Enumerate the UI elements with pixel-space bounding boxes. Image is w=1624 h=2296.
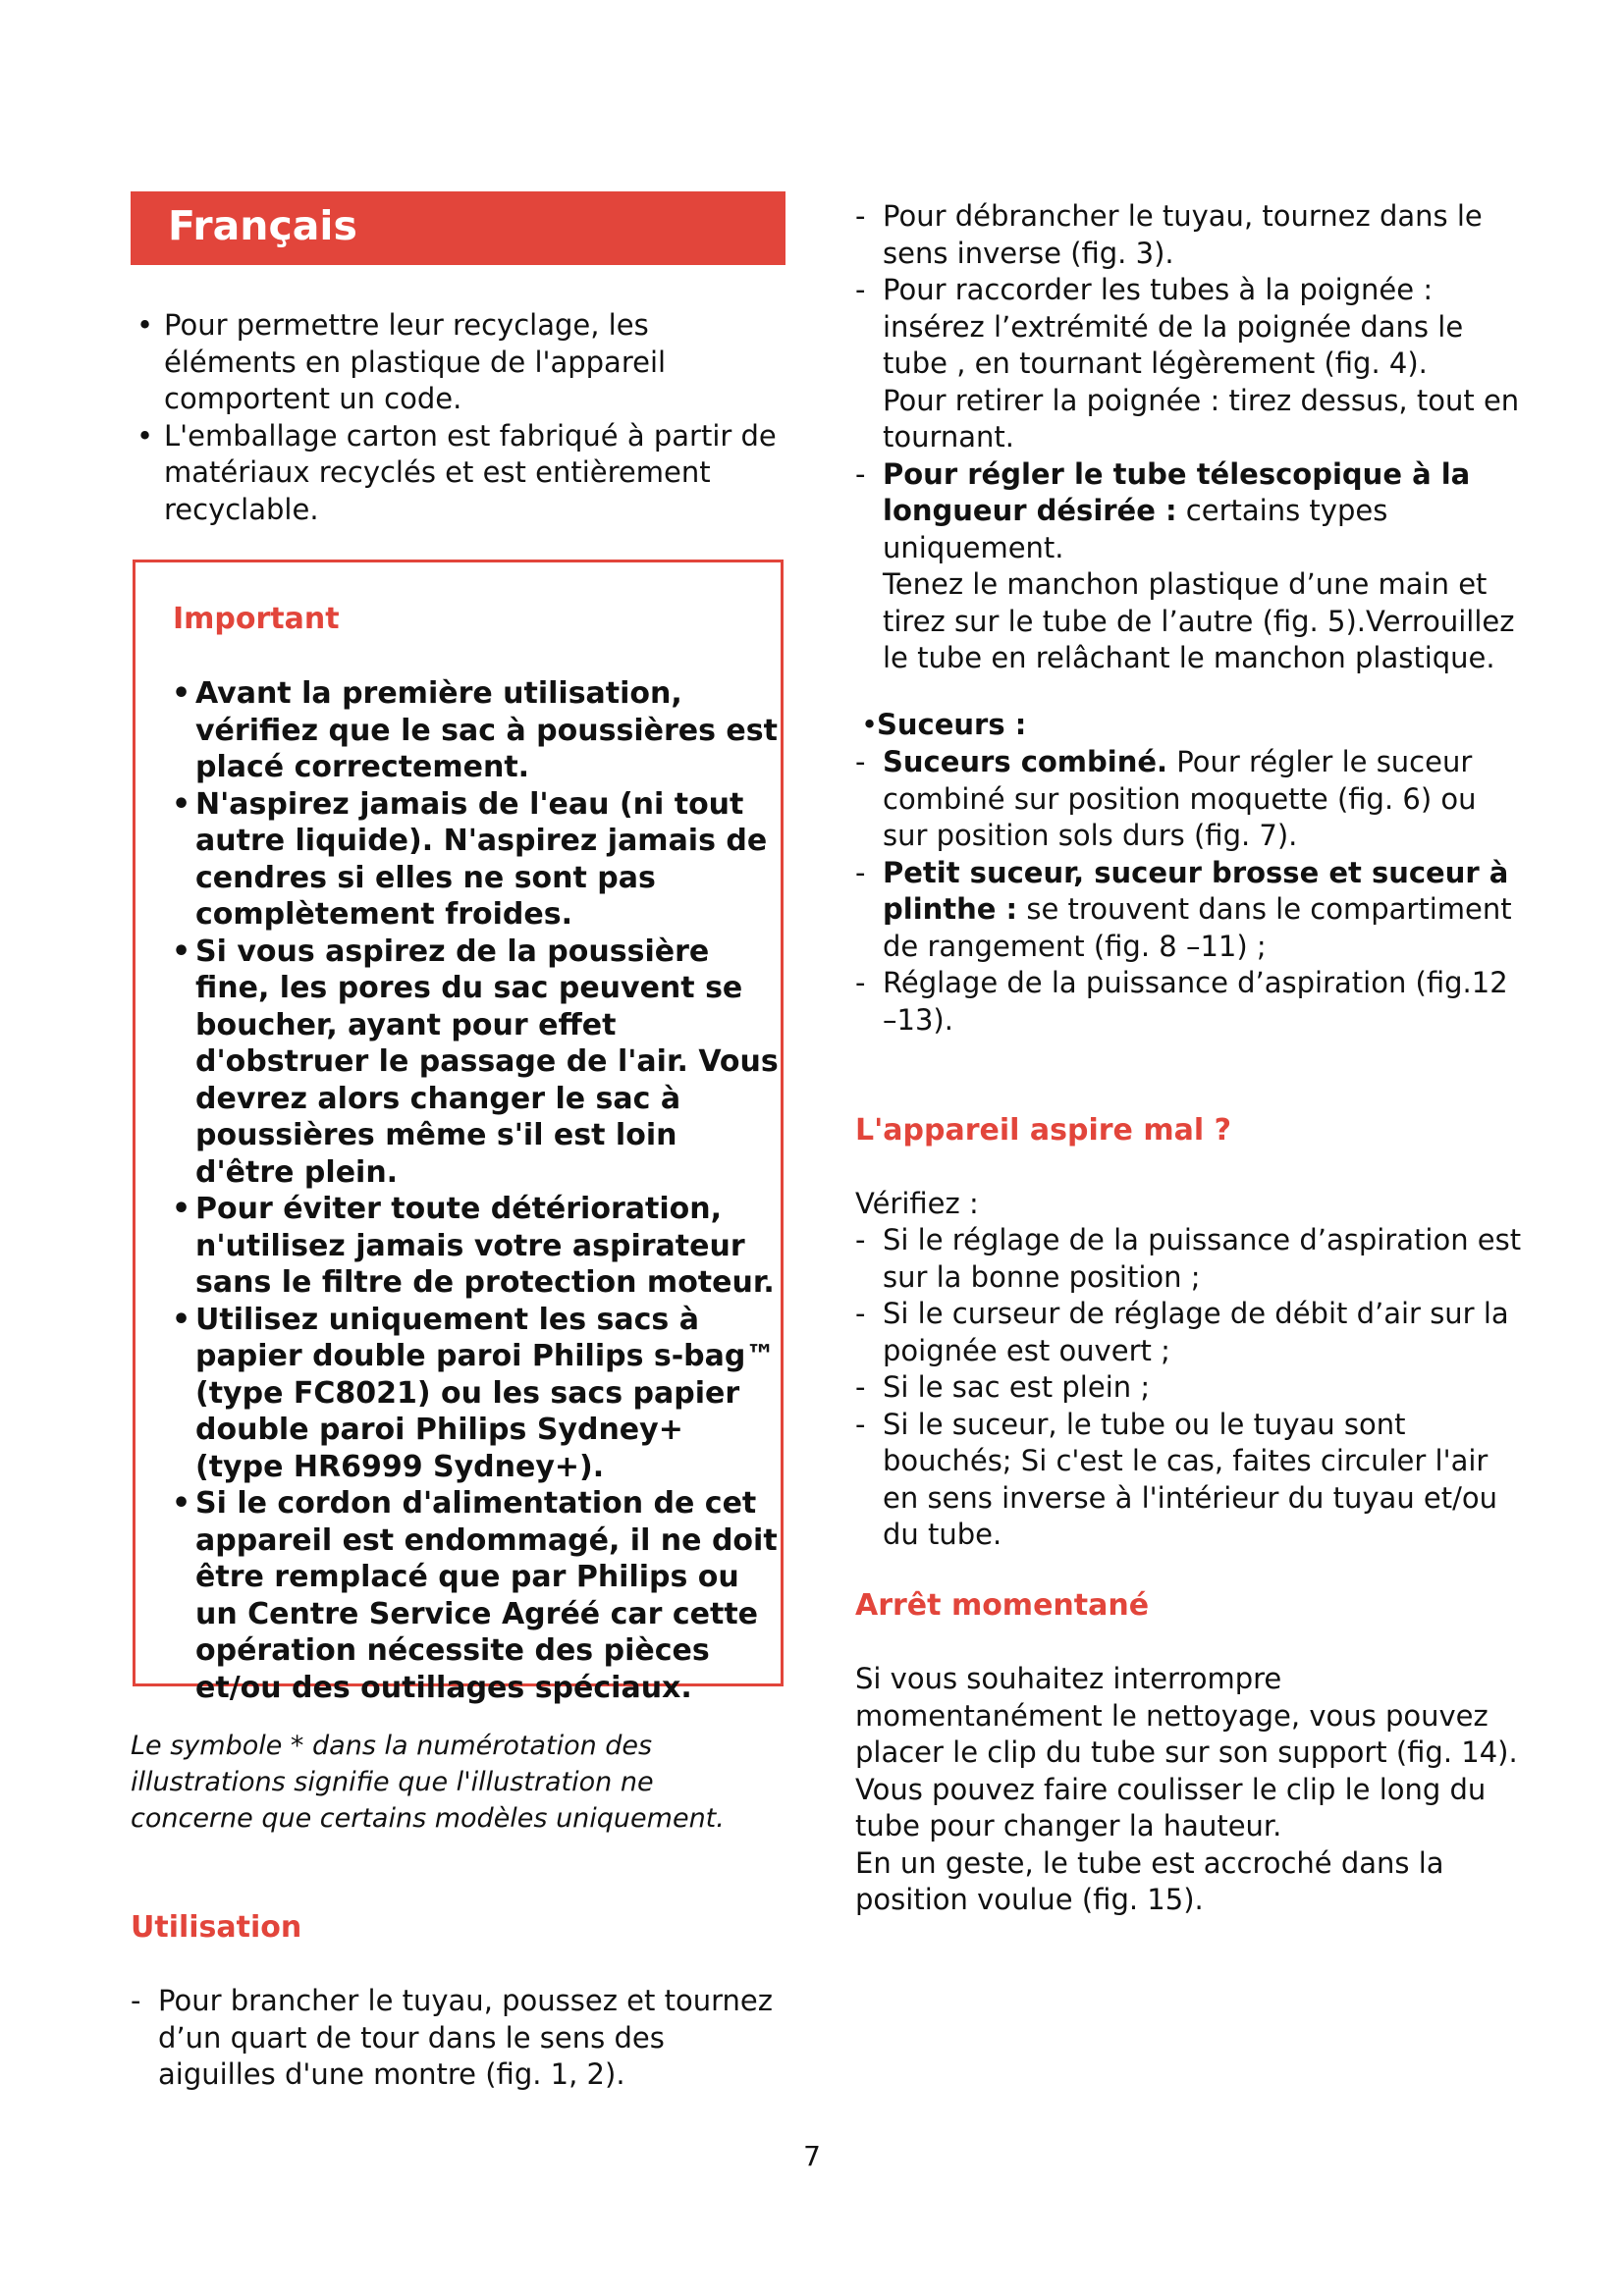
page-number: 7	[803, 2140, 821, 2172]
illustration-note: Le symbole * dans la numérotation des illustrations signifie que l'illustration ne concerne que certains modèles uniquement.	[131, 1731, 725, 1834]
list-item: - Pour débrancher le tuyau, tournez dans le sens inverse (fig. 3).	[855, 198, 1523, 272]
list-item: Tenez le manchon plastique d’une main et tirez sur le tube de l’autre (fig. 5).Verrouillez le tube en relâchant le manchon plastique.	[883, 567, 1515, 674]
list-item: • Avant la première utilisation, vérifiez que le sac à poussières est placé correctement.	[172, 675, 781, 786]
list-item: - Si le curseur de réglage de débit d’air sur la poignée est ouvert ;	[855, 1296, 1523, 1369]
language-title: Français	[168, 202, 357, 249]
arret-heading: Arrêt momentané	[855, 1588, 1150, 1623]
list-item: • L'emballage carton est fabriqué à partir de matériaux recyclés et est entièrement recyclable.	[131, 418, 779, 529]
list-item: - Pour brancher le tuyau, poussez et tournez d’un quart de tour dans le sens des aiguilles d'une montre (fig. 1, 2).	[131, 1983, 779, 2094]
list-item: - Si le réglage de la puissance d’aspiration est sur la bonne position ;	[855, 1222, 1523, 1296]
telescopic-tube-text: certains types uniquement.	[883, 494, 1388, 564]
important-heading: Important	[173, 602, 340, 636]
arret-paragraph: Vous pouvez faire coulisser le clip le long du tube pour changer la hauteur.	[855, 1772, 1487, 1842]
list-item	[855, 456, 1523, 567]
list-item: Pour retirer la poignée : tirez dessus, tout en tournant.	[883, 383, 1520, 454]
petit-suceur-label: Petit suceur, suceur brosse et suceur à plinthe :	[883, 855, 1509, 926]
list-item: - Réglage de la puissance d’aspiration (fig.12 –13).	[855, 965, 1523, 1039]
suceurs-heading	[855, 707, 1523, 744]
arret-paragraph: Si vous souhaitez interrompre momentanément le nettoyage, vous pouvez placer le clip du tube sur son support (fig. 14).	[855, 1662, 1518, 1769]
utilisation-heading: Utilisation	[131, 1910, 302, 1945]
list-item: • Si le cordon d'alimentation de cet appareil est endommagé, il ne doit être remplacé que par Philips ou un Centre Service Agréé car cette opération nécessite des pièces et/ou des outillages spéciaux.	[172, 1485, 781, 1706]
list-item	[855, 855, 1523, 966]
usage-list	[855, 198, 1523, 677]
list-item: - Si le sac est plein ;	[855, 1369, 1523, 1407]
suceurs-title: Suceurs :	[877, 708, 1027, 741]
combine-label: Suceurs combiné.	[883, 745, 1168, 778]
list-item: - Pour raccorder les tubes à la poignée : insérez l’extrémité de la poignée dans le tube , en tournant légèrement (fig. 4).	[855, 272, 1523, 383]
suceurs-list	[855, 744, 1523, 1039]
list-item: • Utilisez uniquement les sacs à papier double paroi Philips s-bag™ (type FC8021) ou les sacs papier double paroi Philips Sydney+ (type HR6999 Sydney+).	[172, 1302, 781, 1486]
suceurs-heading-list	[855, 707, 1523, 744]
aspire-mal-heading: L'appareil aspire mal ?	[855, 1113, 1231, 1148]
list-item	[855, 744, 1523, 855]
intro-list	[131, 307, 779, 528]
list-item: - Si le suceur, le tube ou le tuyau sont bouchés; Si c'est le cas, faites circuler l'air en sens inverse à l'intérieur du tuyau et/ou du tube.	[855, 1407, 1523, 1554]
petit-suceur-text: se trouvent dans le compartiment de rangement (fig. 8 –11) ;	[883, 892, 1512, 963]
aspire-mal-intro: Vérifiez :	[855, 1187, 979, 1220]
list-item: • Si vous aspirez de la poussière fine, les pores du sac peuvent se boucher, ayant pour effet d'obstruer le passage de l'air. Vous devrez alors changer le sac à poussières même s'il est loin d'être plein.	[172, 934, 781, 1192]
important-list	[172, 675, 781, 1706]
list-item: • Pour éviter toute détérioration, n'utilisez jamais votre aspirateur sans le filtre de protection moteur.	[172, 1191, 781, 1302]
aspire-mal-list	[855, 1222, 1523, 1554]
combine-text: Pour régler le suceur combiné sur position moquette (fig. 6) ou sur position sols durs (fig. 7).	[883, 745, 1477, 852]
language-header	[131, 191, 785, 265]
arret-paragraph: En un geste, le tube est accroché dans la position voulue (fig. 15).	[855, 1845, 1444, 1916]
list-item: • Pour permettre leur recyclage, les éléments en plastique de l'appareil comportent un code.	[131, 307, 779, 418]
telescopic-tube-label: Pour régler le tube télescopique à la longueur désirée :	[883, 456, 1471, 527]
arret-text	[855, 1661, 1523, 1919]
list-item: • N'aspirez jamais de l'eau (ni tout autre liquide). N'aspirez jamais de cendres si elles ne sont pas complètement froides.	[172, 786, 781, 934]
utilisation-list	[131, 1983, 779, 2094]
important-box	[133, 560, 784, 1705]
